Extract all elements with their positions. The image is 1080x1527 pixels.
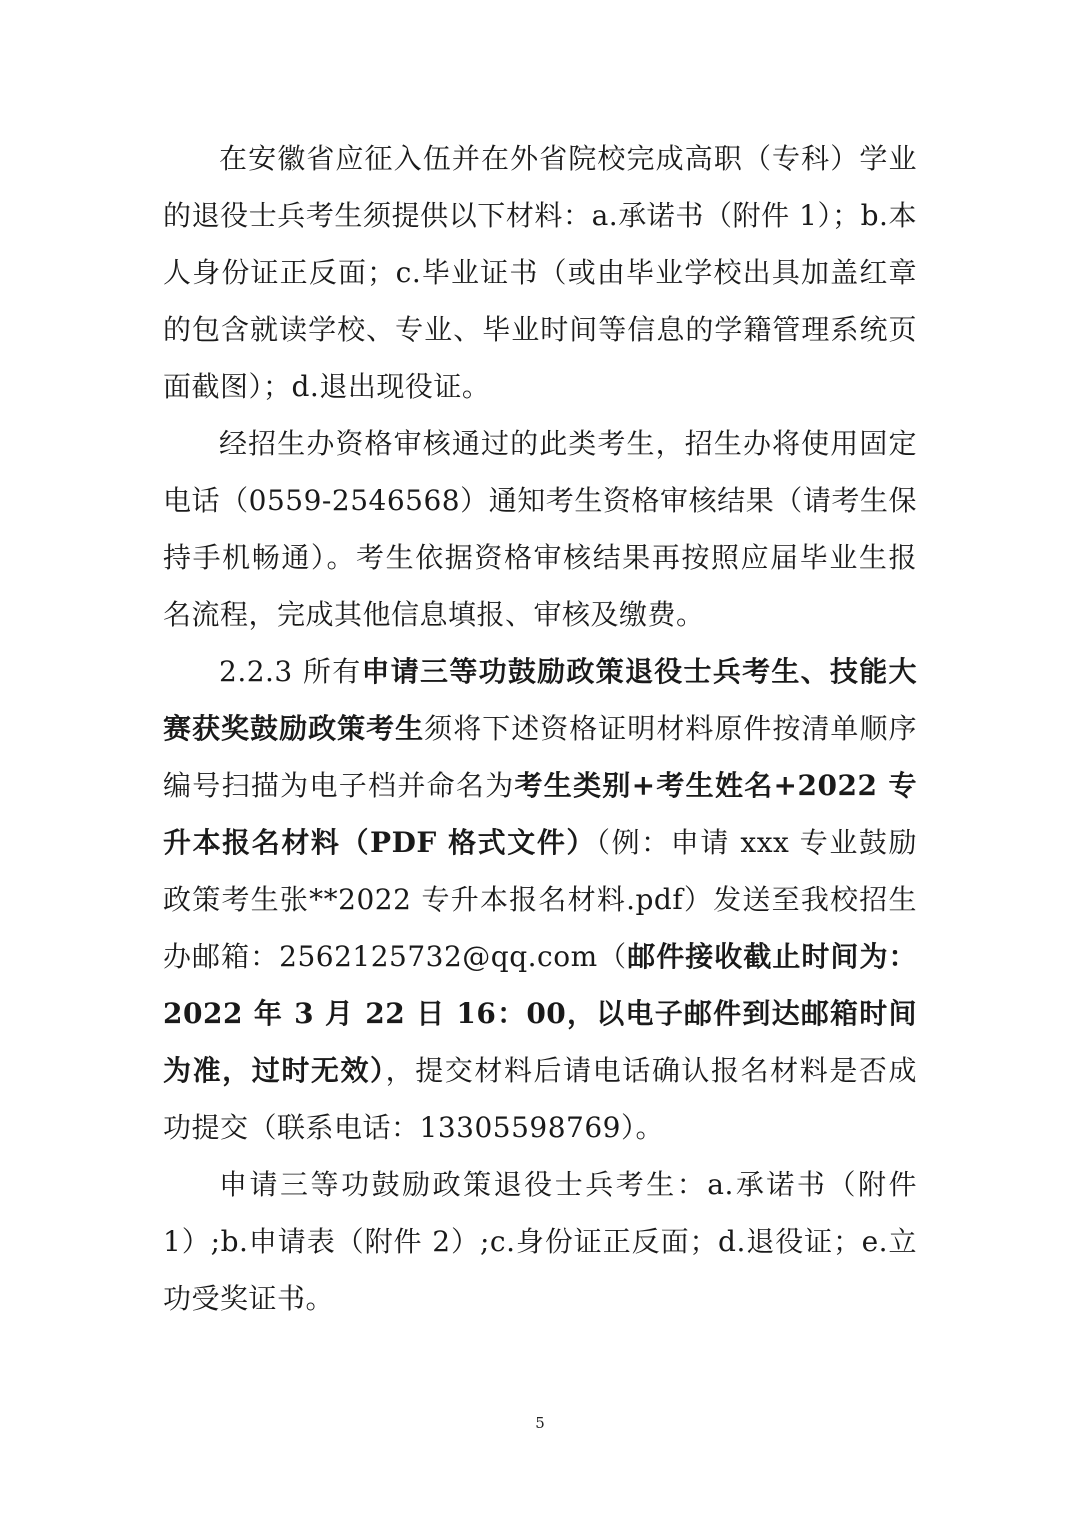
- text-segment: 须将下述资格证明材料原件按清单顺序编号扫描为电子档并命名为: [163, 712, 917, 802]
- paragraph-materials-requirement: [163, 130, 917, 415]
- text-segment: 申请三等功鼓励政策退役士兵考生：a.承诺书（附件 1）;b.申请表（附件 2）;c.身份证正反面；d.退役证；e.立功受奖证书。: [163, 1168, 917, 1315]
- paragraph-third-class-merit-materials: [163, 1156, 917, 1327]
- page-number: 5: [535, 1414, 545, 1432]
- text-segment: 经招生办资格审核通过的此类考生，招生办将使用固定电话（0559-2546568）通知考生资格审核结果（请考生保持手机畅通）。考生依据资格审核结果再按照应届毕业生报名流程，完成其他信息填报、审核及缴费。: [163, 427, 917, 631]
- text-segment: 在安徽省应征入伍并在外省院校完成高职（专科）学业的退役士兵考生须提供以下材料：a.承诺书（附件 1）；b.本人身份证正反面；c.毕业证书（或由毕业学校出具加盖红章的包含就读学校、专业、毕业时间等信息的学籍管理系统页面截图）；d.退出现役证。: [163, 142, 917, 403]
- text-segment: ，提交材料后请电话确认报名材料是否成功提交（联系电话：13305598769）。: [163, 1054, 917, 1144]
- paragraph-review-notice: [163, 415, 917, 643]
- text-segment: 2.2.3 所有: [219, 655, 362, 688]
- bold-text-segment: 考生类别+考生姓名+2022 专升本报名材料（PDF 格式文件）: [163, 769, 917, 859]
- paragraph-2-2-3: [163, 643, 917, 1156]
- bold-text-segment: 申请三等功鼓励政策退役士兵考生、技能大赛获奖鼓励政策考生: [163, 655, 917, 745]
- document-body: [163, 130, 917, 1327]
- text-segment: （例：申请 xxx 专业鼓励政策考生张**2022 专升本报名材料.pdf）发送至我校招生办邮箱：2562125732@qq.com（: [163, 826, 917, 973]
- bold-text-segment: 邮件接收截止时间为：2022 年 3 月 22 日 16：00，以电子邮件到达邮箱时间为准，过时无效）: [163, 940, 917, 1087]
